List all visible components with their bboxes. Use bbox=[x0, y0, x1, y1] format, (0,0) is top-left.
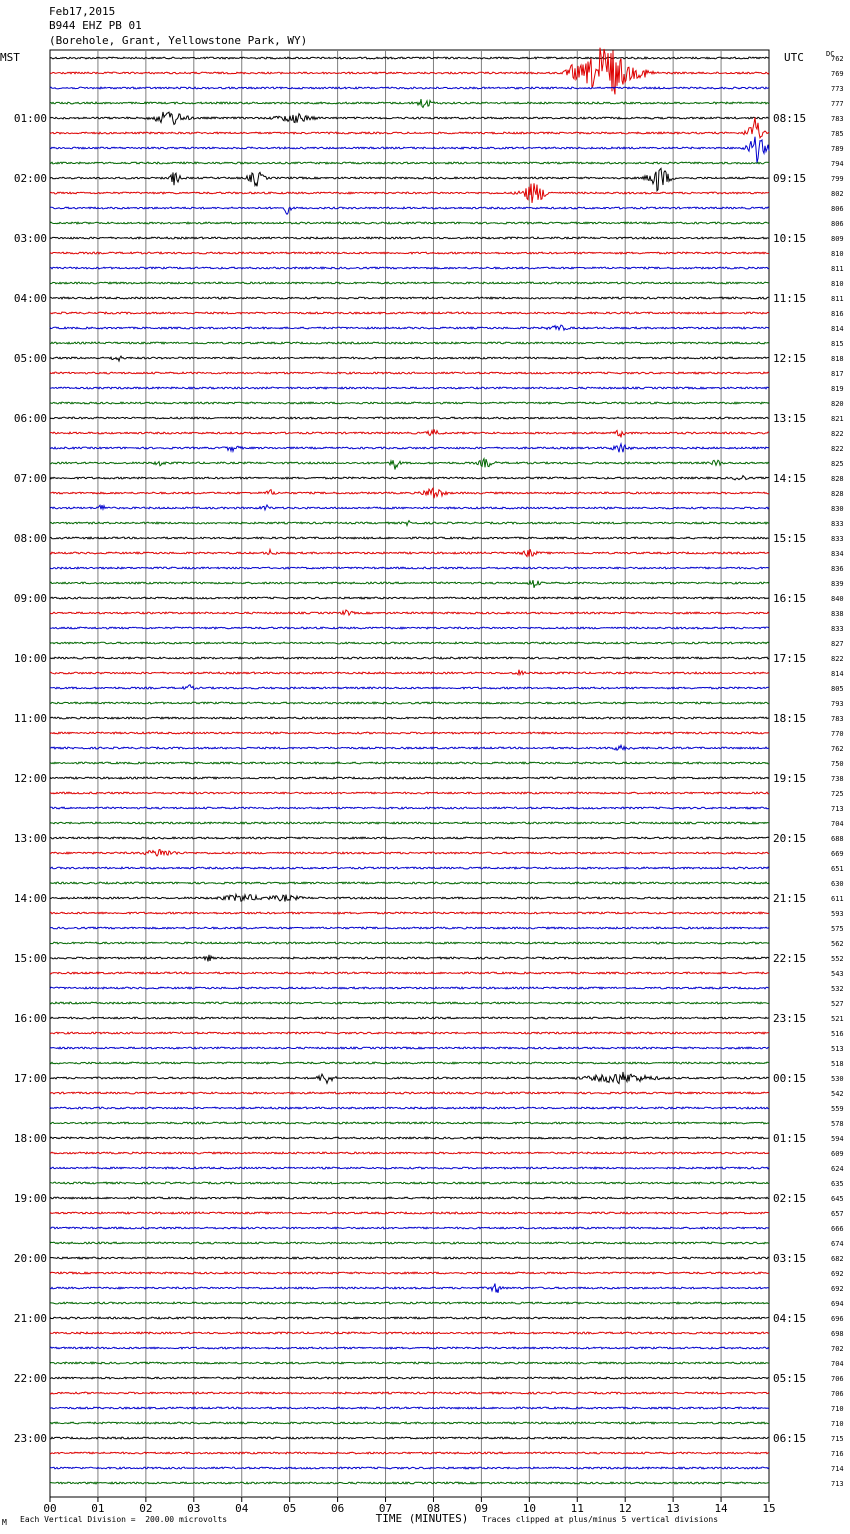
left-hour-label: 10:00 bbox=[13, 652, 47, 665]
trace-line bbox=[50, 580, 769, 588]
dc-offset-label: 575 bbox=[831, 925, 844, 933]
trace-line bbox=[50, 1284, 769, 1293]
trace-line bbox=[50, 387, 769, 389]
x-tick-label: 05 bbox=[283, 1502, 297, 1515]
x-tick-label: 03 bbox=[187, 1502, 201, 1515]
right-hour-label: 02:15 bbox=[773, 1192, 807, 1205]
trace-line bbox=[50, 476, 769, 480]
right-hour-label: 17:15 bbox=[773, 652, 807, 665]
trace-line bbox=[50, 642, 769, 644]
trace-line bbox=[50, 837, 769, 839]
dc-offset-label: 820 bbox=[831, 400, 844, 408]
dc-offset-label: 609 bbox=[831, 1150, 844, 1158]
dc-offset-label: 513 bbox=[831, 1045, 844, 1053]
dc-offset-label: 833 bbox=[831, 625, 844, 633]
dc-offset-label: 817 bbox=[831, 370, 844, 378]
dc-offset-label: 833 bbox=[831, 520, 844, 528]
trace-line bbox=[50, 1482, 769, 1484]
dc-offset-label: 810 bbox=[831, 280, 844, 288]
trace-line bbox=[50, 567, 769, 569]
left-hour-label: 05:00 bbox=[13, 352, 47, 365]
trace-line bbox=[50, 732, 769, 734]
trace-line bbox=[50, 356, 769, 361]
dc-offset-label: 715 bbox=[831, 1435, 844, 1443]
x-axis-title: TIME (MINUTES) bbox=[375, 1512, 469, 1525]
left-hour-label: 18:00 bbox=[13, 1132, 47, 1145]
right-hour-label: 11:15 bbox=[773, 292, 807, 305]
trace-line bbox=[50, 1422, 769, 1424]
trace-line bbox=[50, 702, 769, 704]
x-tick-label: 14 bbox=[714, 1502, 728, 1515]
left-hour-label: 15:00 bbox=[13, 952, 47, 965]
trace-line bbox=[50, 137, 769, 163]
trace-line bbox=[50, 325, 769, 330]
dc-offset-label: 773 bbox=[831, 85, 844, 93]
trace-line bbox=[50, 1392, 769, 1394]
left-hour-label: 23:00 bbox=[13, 1432, 47, 1445]
trace-line bbox=[50, 1167, 769, 1169]
dc-offset-label: 806 bbox=[831, 205, 844, 213]
dc-offset-label: 805 bbox=[831, 685, 844, 693]
trace-line bbox=[50, 112, 769, 124]
dc-offset-label: 794 bbox=[831, 160, 844, 168]
utc-label: UTC bbox=[784, 51, 804, 64]
right-hour-label: 21:15 bbox=[773, 892, 807, 905]
trace-line bbox=[50, 1332, 769, 1334]
trace-line bbox=[50, 610, 769, 615]
trace-line bbox=[50, 1212, 769, 1214]
dc-offset-label: 657 bbox=[831, 1210, 844, 1218]
trace-line bbox=[50, 459, 769, 470]
right-hour-label: 14:15 bbox=[773, 472, 807, 485]
left-hour-label: 22:00 bbox=[13, 1372, 47, 1385]
left-hour-label: 14:00 bbox=[13, 892, 47, 905]
dc-offset-label: 836 bbox=[831, 565, 844, 573]
dc-offset-label: 799 bbox=[831, 175, 844, 183]
trace-line bbox=[50, 1362, 769, 1364]
trace-line bbox=[50, 1347, 769, 1349]
left-hour-label: 01:00 bbox=[13, 112, 47, 125]
trace-line bbox=[50, 549, 769, 556]
dc-offset-label: 834 bbox=[831, 550, 844, 558]
dc-offset-label: 770 bbox=[831, 730, 844, 738]
trace-line bbox=[50, 297, 769, 299]
right-hour-label: 16:15 bbox=[773, 592, 807, 605]
x-tick-label: 04 bbox=[235, 1502, 249, 1515]
dc-offset-label: 552 bbox=[831, 955, 844, 963]
trace-line bbox=[50, 987, 769, 989]
left-hour-label: 21:00 bbox=[13, 1312, 47, 1325]
x-tick-label: 15 bbox=[762, 1502, 776, 1515]
trace-line bbox=[50, 444, 769, 453]
trace-line bbox=[50, 1047, 769, 1049]
x-tick-label: 02 bbox=[139, 1502, 153, 1515]
dc-offset-label: 706 bbox=[831, 1375, 844, 1383]
left-hour-label: 13:00 bbox=[13, 832, 47, 845]
trace-line bbox=[50, 417, 769, 419]
trace-line bbox=[50, 1302, 769, 1304]
dc-offset-label: 611 bbox=[831, 895, 844, 903]
dc-offset-label: 688 bbox=[831, 835, 844, 843]
dc-offset-label: 802 bbox=[831, 190, 844, 198]
right-hour-label: 04:15 bbox=[773, 1312, 807, 1325]
dc-offset-label: 706 bbox=[831, 1390, 844, 1398]
right-hour-label: 13:15 bbox=[773, 412, 807, 425]
right-hour-label: 06:15 bbox=[773, 1432, 807, 1445]
trace-line bbox=[50, 168, 769, 190]
dc-offset-label: 518 bbox=[831, 1060, 844, 1068]
trace-line bbox=[50, 1407, 769, 1409]
dc-offset-label: 704 bbox=[831, 1360, 844, 1368]
dc-offset-label: 827 bbox=[831, 640, 844, 648]
right-hour-label: 03:15 bbox=[773, 1252, 807, 1265]
dc-offset-label: 630 bbox=[831, 880, 844, 888]
dc-offset-label: 542 bbox=[831, 1090, 844, 1098]
left-hour-label: 02:00 bbox=[13, 172, 47, 185]
dc-offset-label: 830 bbox=[831, 505, 844, 513]
corner-mark: M bbox=[2, 1518, 7, 1527]
trace-line bbox=[50, 972, 769, 974]
dc-offset-label: 698 bbox=[831, 1330, 844, 1338]
dc-offset-label: 828 bbox=[831, 475, 844, 483]
dc-offset-label: 762 bbox=[831, 745, 844, 753]
trace-line bbox=[50, 942, 769, 944]
dc-offset-label: 822 bbox=[831, 430, 844, 438]
trace-line bbox=[50, 792, 769, 794]
trace-line bbox=[50, 1032, 769, 1034]
trace-line bbox=[50, 657, 769, 659]
plot-date: Feb17,2015 bbox=[49, 5, 116, 18]
dc-offset-label: 814 bbox=[831, 325, 844, 333]
trace-line bbox=[50, 162, 769, 164]
trace-line bbox=[50, 1072, 769, 1084]
trace-line bbox=[50, 1452, 769, 1454]
trace-line bbox=[50, 1272, 769, 1274]
dc-offset-label: 838 bbox=[831, 610, 844, 618]
trace-line bbox=[50, 312, 769, 314]
dc-offset-label: 516 bbox=[831, 1030, 844, 1038]
dc-offset-label: 694 bbox=[831, 1300, 844, 1308]
dc-offset-label: 840 bbox=[831, 595, 844, 603]
dc-offset-label: 811 bbox=[831, 265, 844, 273]
x-tick-label: 07 bbox=[378, 1502, 393, 1515]
x-tick-label: 10 bbox=[522, 1502, 536, 1515]
right-hour-label: 20:15 bbox=[773, 832, 807, 845]
dc-offset-label: 674 bbox=[831, 1240, 844, 1248]
dc-offset-label: 692 bbox=[831, 1285, 844, 1293]
x-tick-label: 12 bbox=[618, 1502, 632, 1515]
dc-offset-label: 822 bbox=[831, 445, 844, 453]
trace-line bbox=[50, 867, 769, 869]
left-hour-label: 17:00 bbox=[13, 1072, 47, 1085]
left-hour-label: 16:00 bbox=[13, 1012, 47, 1025]
trace-line bbox=[50, 183, 769, 203]
trace-line bbox=[50, 1182, 769, 1184]
right-hour-label: 19:15 bbox=[773, 772, 807, 785]
dc-offset-label: 825 bbox=[831, 460, 844, 468]
clip-note: Traces clipped at plus/minus 5 vertical divisions bbox=[482, 1515, 719, 1524]
trace-line bbox=[50, 1257, 769, 1259]
trace-line bbox=[50, 685, 769, 690]
dc-label: DC bbox=[826, 50, 835, 58]
scale-note: Each Vertical Division = 200.00 microvolts bbox=[20, 1515, 228, 1524]
dc-offset-label: 521 bbox=[831, 1015, 844, 1023]
left-hour-label: 19:00 bbox=[13, 1192, 47, 1205]
dc-offset-label: 651 bbox=[831, 865, 844, 873]
dc-offset-label: 821 bbox=[831, 415, 844, 423]
trace-line bbox=[50, 99, 769, 107]
trace-line bbox=[50, 429, 769, 437]
right-hour-label: 18:15 bbox=[773, 712, 807, 725]
left-hour-label: 03:00 bbox=[13, 232, 47, 245]
trace-line bbox=[50, 1002, 769, 1004]
dc-offset-label: 818 bbox=[831, 355, 844, 363]
trace-line bbox=[50, 521, 769, 526]
trace-line bbox=[50, 1122, 769, 1124]
dc-offset-label: 815 bbox=[831, 340, 844, 348]
right-hour-label: 00:15 bbox=[773, 1072, 807, 1085]
dc-offset-label: 714 bbox=[831, 1465, 844, 1473]
dc-offset-label: 811 bbox=[831, 295, 844, 303]
dc-offset-label: 783 bbox=[831, 115, 844, 123]
trace-line bbox=[50, 267, 769, 269]
dc-offset-label: 527 bbox=[831, 1000, 844, 1008]
trace-line bbox=[50, 912, 769, 914]
left-hour-label: 08:00 bbox=[13, 532, 47, 545]
trace-line bbox=[50, 1242, 769, 1244]
trace-line bbox=[50, 282, 769, 284]
dc-offset-label: 682 bbox=[831, 1255, 844, 1263]
trace-line bbox=[50, 1377, 769, 1379]
trace-line bbox=[50, 1062, 769, 1064]
trace-line bbox=[50, 1227, 769, 1229]
right-hour-label: 01:15 bbox=[773, 1132, 807, 1145]
mst-label: MST bbox=[0, 51, 20, 64]
right-hour-label: 23:15 bbox=[773, 1012, 807, 1025]
dc-offset-label: 789 bbox=[831, 145, 844, 153]
trace-line bbox=[50, 955, 769, 962]
dc-offset-label: 666 bbox=[831, 1225, 844, 1233]
trace-line bbox=[50, 1107, 769, 1109]
dc-offset-label: 819 bbox=[831, 385, 844, 393]
x-tick-label: 01 bbox=[91, 1502, 105, 1515]
dc-offset-label: 713 bbox=[831, 1480, 844, 1488]
left-hour-label: 12:00 bbox=[13, 772, 47, 785]
trace-line bbox=[50, 745, 769, 750]
x-tick-label: 11 bbox=[570, 1502, 584, 1515]
dc-offset-label: 828 bbox=[831, 490, 844, 498]
dc-offset-label: 710 bbox=[831, 1405, 844, 1413]
dc-offset-label: 785 bbox=[831, 130, 844, 138]
trace-line bbox=[50, 87, 769, 89]
dc-offset-label: 704 bbox=[831, 820, 844, 828]
dc-offset-label: 696 bbox=[831, 1315, 844, 1323]
trace-line bbox=[50, 505, 769, 510]
station-title: B944 EHZ PB 01 bbox=[49, 19, 142, 32]
dc-offset-label: 624 bbox=[831, 1165, 844, 1173]
dc-offset-label: 816 bbox=[831, 310, 844, 318]
dc-offset-label: 702 bbox=[831, 1345, 844, 1353]
dc-offset-label: 762 bbox=[831, 55, 844, 63]
dc-offset-label: 822 bbox=[831, 655, 844, 663]
trace-line bbox=[50, 894, 769, 901]
left-hour-label: 07:00 bbox=[13, 472, 47, 485]
right-hour-label: 09:15 bbox=[773, 172, 807, 185]
dc-offset-label: 713 bbox=[831, 805, 844, 813]
dc-offset-label: 839 bbox=[831, 580, 844, 588]
right-hour-label: 10:15 bbox=[773, 232, 807, 245]
dc-offset-label: 833 bbox=[831, 535, 844, 543]
x-tick-label: 13 bbox=[666, 1502, 680, 1515]
left-hour-label: 11:00 bbox=[13, 712, 47, 725]
dc-offset-label: 716 bbox=[831, 1450, 844, 1458]
trace-line bbox=[50, 882, 769, 884]
dc-offset-label: 559 bbox=[831, 1105, 844, 1113]
trace-line bbox=[50, 222, 769, 224]
left-hour-label: 20:00 bbox=[13, 1252, 47, 1265]
trace-line bbox=[50, 537, 769, 539]
trace-line bbox=[50, 57, 769, 59]
dc-offset-label: 769 bbox=[831, 70, 844, 78]
dc-offset-label: 810 bbox=[831, 250, 844, 258]
dc-offset-label: 750 bbox=[831, 760, 844, 768]
right-hour-label: 15:15 bbox=[773, 532, 807, 545]
trace-line bbox=[50, 488, 769, 498]
trace-line bbox=[50, 670, 769, 675]
x-tick-label: 00 bbox=[43, 1502, 57, 1515]
trace-line bbox=[50, 807, 769, 809]
x-tick-label: 08 bbox=[426, 1502, 441, 1515]
dc-offset-label: 530 bbox=[831, 1075, 844, 1083]
trace-line bbox=[50, 927, 769, 929]
trace-line bbox=[50, 1092, 769, 1094]
trace-line bbox=[50, 597, 769, 599]
trace-line bbox=[50, 342, 769, 344]
left-hour-label: 04:00 bbox=[13, 292, 47, 305]
station-location: (Borehole, Grant, Yellowstone Park, WY) bbox=[49, 34, 308, 47]
dc-offset-label: 562 bbox=[831, 940, 844, 948]
trace-line bbox=[50, 1467, 769, 1469]
x-tick-label: 09 bbox=[474, 1502, 489, 1515]
trace-line bbox=[50, 717, 769, 719]
dc-offset-label: 814 bbox=[831, 670, 844, 678]
trace-line bbox=[50, 402, 769, 404]
dc-offset-label: 532 bbox=[831, 985, 844, 993]
trace-line bbox=[50, 1137, 769, 1139]
trace-line bbox=[50, 822, 769, 824]
left-hour-label: 06:00 bbox=[13, 412, 47, 425]
x-tick-label: 06 bbox=[330, 1502, 345, 1515]
right-hour-label: 08:15 bbox=[773, 112, 807, 125]
dc-offset-label: 738 bbox=[831, 775, 844, 783]
trace-line bbox=[50, 207, 769, 214]
dc-offset-label: 725 bbox=[831, 790, 844, 798]
trace-line bbox=[50, 1437, 769, 1439]
dc-offset-label: 777 bbox=[831, 100, 844, 108]
trace-line bbox=[50, 777, 769, 779]
dc-offset-label: 543 bbox=[831, 970, 844, 978]
right-hour-label: 12:15 bbox=[773, 352, 807, 365]
dc-offset-label: 692 bbox=[831, 1270, 844, 1278]
trace-line bbox=[50, 1017, 769, 1019]
right-hour-label: 22:15 bbox=[773, 952, 807, 965]
trace-line bbox=[50, 1152, 769, 1154]
trace-line bbox=[50, 627, 769, 629]
left-hour-label: 09:00 bbox=[13, 592, 47, 605]
trace-line bbox=[50, 850, 769, 857]
dc-offset-label: 593 bbox=[831, 910, 844, 918]
right-hour-label: 05:15 bbox=[773, 1372, 807, 1385]
dc-offset-label: 809 bbox=[831, 235, 844, 243]
dc-offset-label: 669 bbox=[831, 850, 844, 858]
trace-line bbox=[50, 372, 769, 374]
dc-offset-label: 594 bbox=[831, 1135, 844, 1143]
trace-line bbox=[50, 1317, 769, 1319]
dc-offset-label: 806 bbox=[831, 220, 844, 228]
dc-offset-label: 710 bbox=[831, 1420, 844, 1428]
dc-offset-label: 793 bbox=[831, 700, 844, 708]
trace-line bbox=[50, 252, 769, 254]
dc-offset-label: 578 bbox=[831, 1120, 844, 1128]
dc-offset-label: 635 bbox=[831, 1180, 844, 1188]
trace-line bbox=[50, 237, 769, 239]
trace-line bbox=[50, 762, 769, 764]
dc-offset-label: 783 bbox=[831, 715, 844, 723]
trace-line bbox=[50, 1197, 769, 1199]
dc-offset-label: 645 bbox=[831, 1195, 844, 1203]
